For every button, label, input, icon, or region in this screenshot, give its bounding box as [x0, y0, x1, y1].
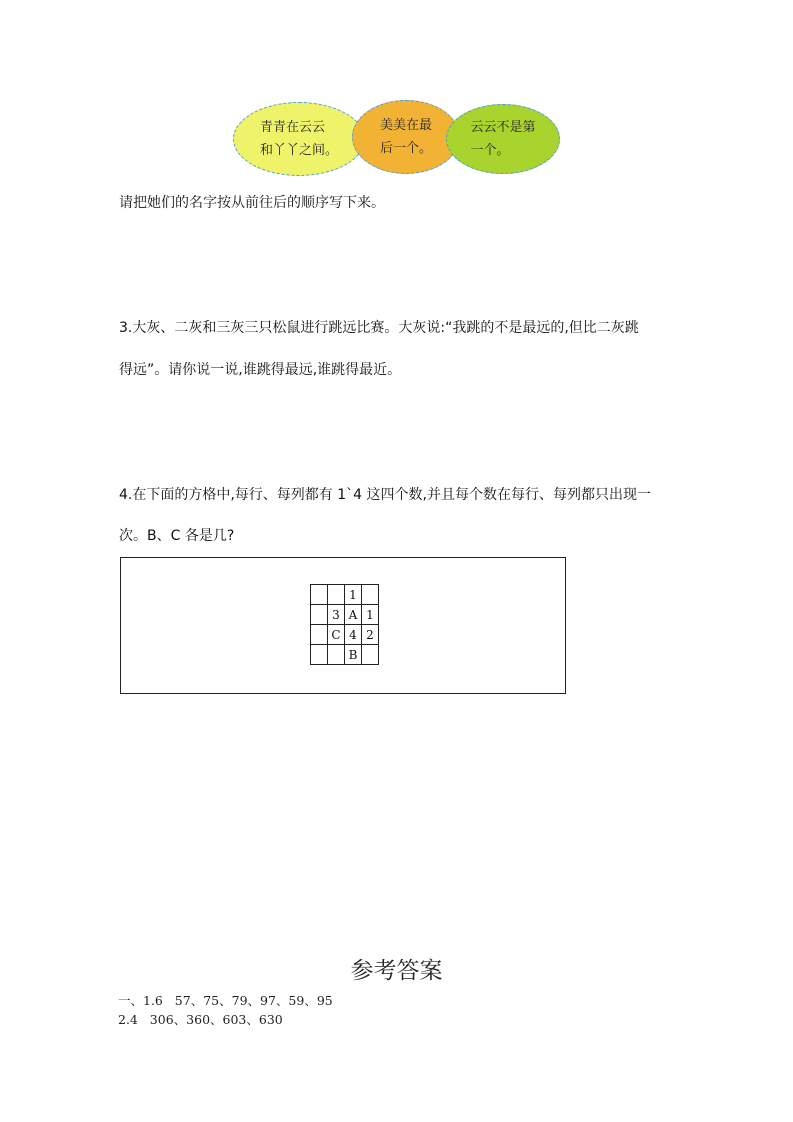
grid-cell: 4 [345, 625, 362, 645]
grid-cell: 1 [345, 585, 362, 605]
q3-line2: 得远”。请你说一说,谁跳得最远,谁跳得最近。 [119, 362, 402, 378]
q4-line2: 次。B、C 各是几? [119, 528, 235, 544]
grid-cell [311, 605, 328, 625]
grid-cell: 1 [362, 605, 379, 625]
grid-cell [311, 625, 328, 645]
grid-cell: A [345, 605, 362, 625]
grid-row [311, 585, 379, 605]
answers-line2: 2.4 306、360、603、630 [118, 1012, 283, 1027]
answers-title: 参考答案 [350, 958, 443, 984]
grid-cell [362, 645, 379, 665]
bubble-yunyun-text: 云云不是第 一个。 [470, 120, 536, 158]
q2-instruction: 请把她们的名字按从前往后的顺序写下来。 [119, 195, 385, 211]
grid-cell [328, 585, 345, 605]
q3-line1: 3.大灰、二灰和三灰三只松鼠进行跳远比赛。大灰说:“我跳的不是最远的,但比二灰跳 [119, 320, 639, 336]
bubble-qingqing-text: 青青在云云 和丫丫之间。 [259, 120, 338, 158]
grid-cell [362, 585, 379, 605]
grid-row [311, 645, 379, 665]
grid-cell [311, 585, 328, 605]
answers-line1: 一、1.6 57、75、79、97、59、95 [118, 993, 333, 1008]
grid-cell: B [345, 645, 362, 665]
bubble-qingqing [233, 102, 365, 176]
grid-cell: C [328, 625, 345, 645]
grid-cell: 2 [362, 625, 379, 645]
bubble-meimei-text: 美美在最 后一个。 [379, 118, 432, 156]
grid-cell: 3 [328, 605, 345, 625]
number-grid [310, 584, 379, 665]
grid-row [311, 605, 379, 625]
grid-row [311, 625, 379, 645]
q4-line1: 4.在下面的方格中,每行、每列都有 1`4 这四个数,并且每个数在每行、每列都只出现一 [119, 487, 651, 503]
bubble-meimei [352, 100, 460, 174]
grid-cell [311, 645, 328, 665]
bubble-yunyun [446, 104, 560, 174]
grid-cell [328, 645, 345, 665]
